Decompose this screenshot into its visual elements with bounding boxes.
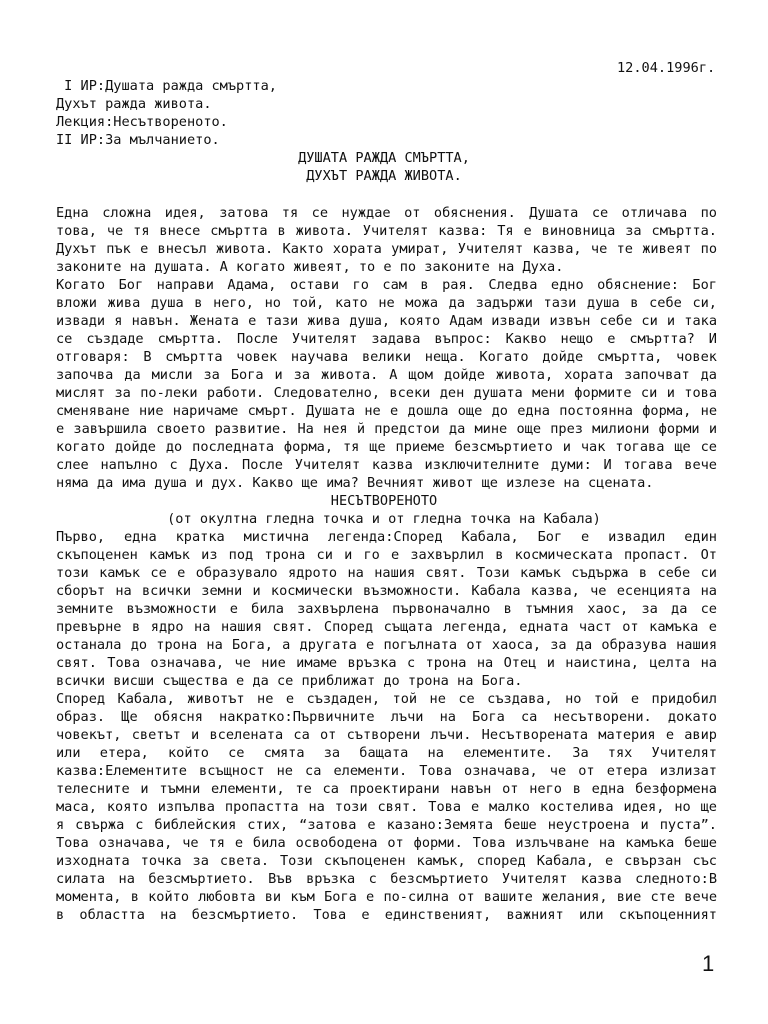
body-line: изходната точка за света. Този скъпоценен камък, според Кабала, е свързан със bbox=[56, 853, 717, 869]
body-line: скъпоценен камък из под трона си и го е захвърлил в космическата пропаст. От bbox=[56, 547, 717, 563]
body-line: силата на безсмъртието. Във връзка с безсмъртието Учителят казва следното:В bbox=[56, 871, 717, 887]
title-line: ДУХЪТ РАЖДА ЖИВОТА. bbox=[306, 168, 462, 184]
lecture-title: НЕСЪТВОРЕНОТО bbox=[330, 493, 438, 509]
body-line: този камък се е образувало ядрото на нашия свят. Този камък съдържа в себе си bbox=[56, 565, 717, 581]
body-line: започва да мисли за Бога и за живота. А щом дойде живота, хората започват да bbox=[56, 367, 717, 383]
header-line: Духът ражда живота. bbox=[56, 96, 212, 112]
body-line: останала до трона на Бога, а другата е погълната от хаоса, за да образува нашия bbox=[56, 637, 717, 653]
body-line: това, че тя внесе смъртта в живота. Учителят казва: Тя е виновница за смъртта. bbox=[56, 223, 717, 239]
body-line: всички висши същества е да се приближат до трона на Бога. bbox=[56, 673, 523, 689]
body-line: Когато Бог направи Адама, остави го сам в рая. Следва едно обяснение: Бог bbox=[56, 277, 717, 293]
body-line: няма да има душа и дух. Какво ще има? Вечният живот ще излезе на сцената. bbox=[56, 475, 654, 491]
document-date: 12.04.1996г. bbox=[617, 60, 716, 76]
header-line: Лекция:Несътвореното. bbox=[56, 114, 228, 130]
body-line: се създаде смъртта. После Учителят задава въпрос: Какво нещо е смъртта? И bbox=[56, 331, 717, 347]
body-line: свят. Това означава, че ние имаме връзка с трона на Отец и наистина, целта на bbox=[56, 655, 717, 671]
body-line: Първо, една кратка мистична легенда:Според Кабала, Бог е извадил един bbox=[56, 529, 717, 545]
body-line: извади я навън. Жената е тази жива душа, която Адам извади извън себе си и така bbox=[56, 313, 717, 329]
body-line: земните възможности е била захвърлена първоначално в тъмния хаос, за да се bbox=[56, 601, 717, 617]
body-line: сборът на всички земни и космически възможности. Кабала казва, че есенцията на bbox=[56, 583, 717, 599]
body-line: в областта на безсмъртието. Това е единственият, важният или скъпоценният bbox=[56, 907, 717, 923]
body-line: вложи жива душа в него, но той, като не можа да задържи тази душа в себе си, bbox=[56, 295, 717, 311]
body-line: когато дойде до последната форма, тя ще приеме безсмъртието и чак тогава ще се bbox=[56, 439, 717, 455]
page-number: 1 bbox=[702, 951, 715, 976]
body-line: телесните и тъмни елементи, те са проектирани навън от него в една безформена bbox=[56, 781, 717, 797]
body-line: Според Кабала, животът не е създаден, той не се създава, но той е придобил bbox=[56, 691, 717, 707]
body-line: човекът, светът и вселената са от сътворени лъчи. Несътворената материя е авир bbox=[56, 727, 717, 743]
body-line: Духът пък е внесъл живота. Както хората умират, Учителят казва, че те живеят по bbox=[56, 241, 717, 257]
body-line: законите на душата. А когато живеят, то е по законите на Духа. bbox=[56, 259, 564, 275]
body-line: или етера, който се смята за бащата на елементите. За тях Учителят bbox=[56, 745, 717, 761]
body-line: маса, която изпълва пропастта на този свят. Това е малко костелива идея, но ще bbox=[56, 799, 717, 815]
body-line: момента, в който любовта ви към Бога е по-силна от вашите желания, вие сте вече bbox=[56, 889, 717, 905]
body-line: образ. Ще обясня накратко:Първичните лъчи на Бога са несътворени. докато bbox=[56, 709, 717, 725]
body-line: е завършила своето развитие. На нея й предстои да мине още през милиони форми и bbox=[56, 421, 717, 437]
body-line: сменяване ние наричаме смърт. Душата не е дошла още до една постоянна форма, не bbox=[56, 403, 717, 419]
header-line: II ИР:За мълчанието. bbox=[56, 132, 220, 148]
body-line: превърне в ядро на нашия свят. Според същата легенда, едната част от камъка е bbox=[56, 619, 717, 635]
body-line: мислят за по-леки работи. Следователно, всеки ден душата мени формите си и това bbox=[56, 385, 717, 401]
body-line: слее напълно с Духа. После Учителят казва изключителните думи: И тогава вече bbox=[56, 457, 717, 473]
lecture-subtitle: (от окултна гледна точка и от гледна точка на Кабала) bbox=[167, 511, 601, 527]
body-line: Една сложна идея, затова тя се нуждае от обяснения. Душата се отличава по bbox=[56, 205, 717, 221]
body-line: я свържа с библейския стих, “затова е казано:Земята беше неустроена и пуста”. bbox=[56, 817, 717, 833]
body-line: отговаря: В смъртта човек научава велики неща. Когато дойде смъртта, човек bbox=[56, 349, 717, 365]
title-line: ДУШАТА РАЖДА СМЪРТТА, bbox=[298, 150, 470, 166]
body-line: Това означава, че тя е била освободена от форми. Това излъчване на камъка беше bbox=[56, 835, 717, 851]
body-line: казва:Елементите всъщност не са елементи. Това означава, че от етера излизат bbox=[56, 763, 717, 779]
header-line: I ИР:Душата ражда смъртта, bbox=[56, 78, 277, 94]
